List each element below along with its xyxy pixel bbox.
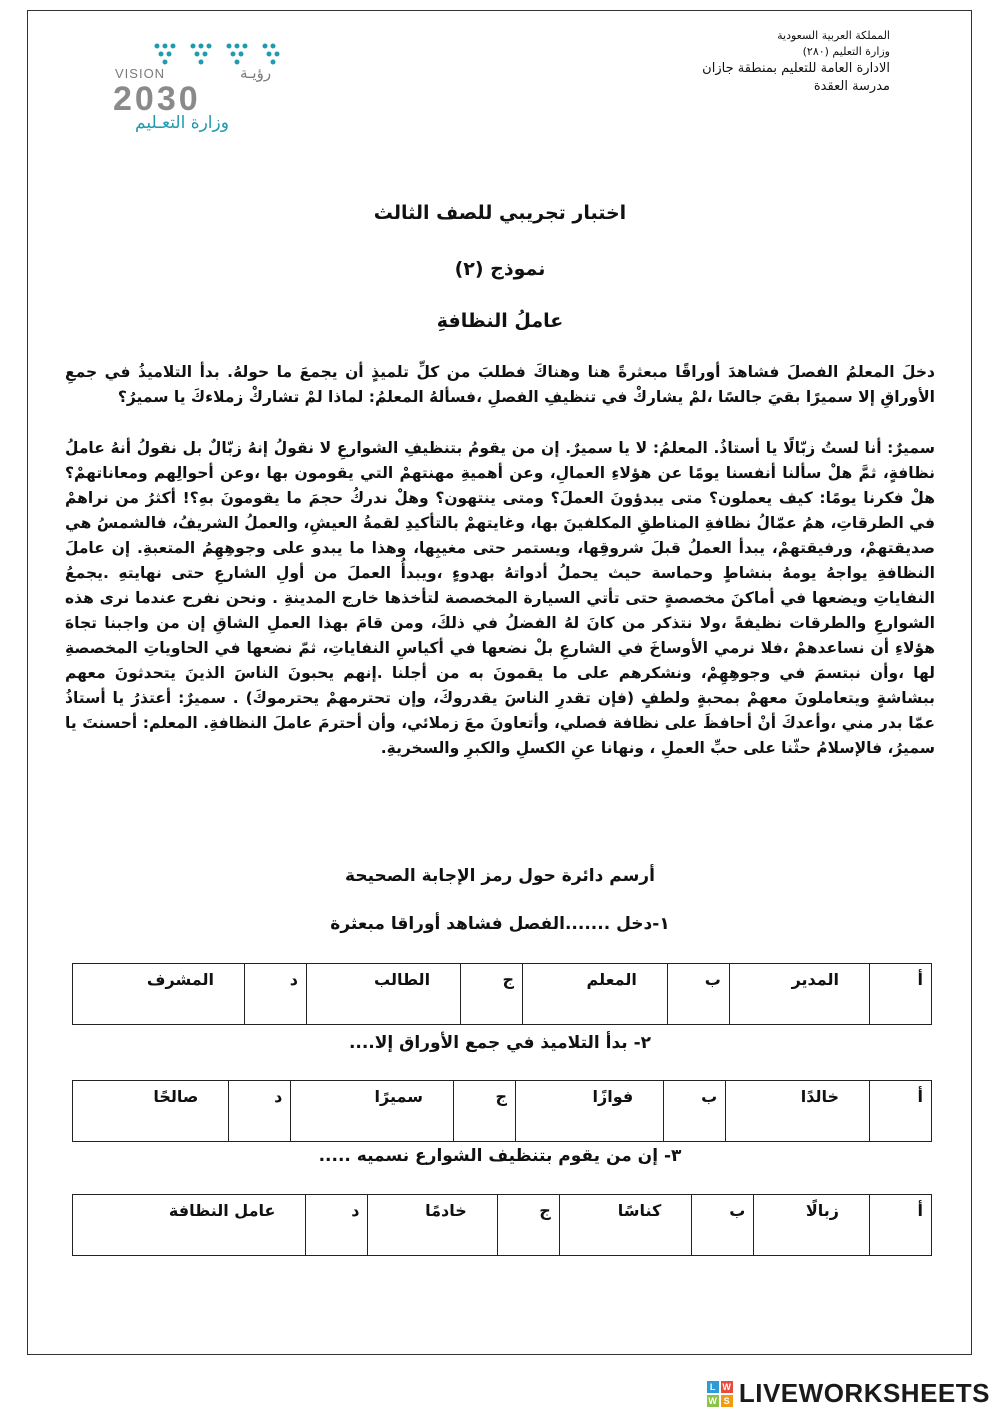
vision-2030-logo bbox=[105, 40, 305, 135]
instruction-text: أرسم دائرة حول رمز الإجابة الصحيحة bbox=[345, 866, 655, 886]
option-letter[interactable]: ب bbox=[667, 964, 729, 1025]
option-letter[interactable]: د bbox=[244, 964, 306, 1025]
question-2-options bbox=[72, 1080, 932, 1142]
question-3-options bbox=[72, 1194, 932, 1256]
exam-title: اختبار تجريبي للصف الثالث bbox=[373, 202, 627, 224]
logo-vision-text: VISION bbox=[115, 66, 166, 81]
option-answer[interactable]: المشرف bbox=[73, 964, 245, 1025]
option-answer[interactable]: كناسًا bbox=[559, 1195, 691, 1256]
option-answer[interactable]: صالحًا bbox=[73, 1081, 229, 1142]
question-1-options bbox=[72, 963, 932, 1025]
logo-ministry: وزارة التعـليم bbox=[135, 113, 229, 133]
liveworksheets-logo[interactable] bbox=[707, 1378, 990, 1409]
header-school: مدرسة العقدة bbox=[813, 79, 890, 94]
option-answer[interactable]: سميرًا bbox=[291, 1081, 454, 1142]
option-letter[interactable]: أ bbox=[870, 1195, 932, 1256]
question-1: ١-دخل .......الفصل فشاهد أوراقا مبعثرة bbox=[330, 914, 670, 934]
option-answer[interactable]: الطالب bbox=[306, 964, 460, 1025]
option-letter[interactable]: ب bbox=[692, 1195, 754, 1256]
header-ministry: وزارة التعليم (٢٨٠) bbox=[802, 45, 890, 58]
option-answer[interactable]: زبالًا bbox=[754, 1195, 870, 1256]
option-letter[interactable]: ب bbox=[664, 1081, 726, 1142]
option-letter[interactable]: أ bbox=[870, 1081, 932, 1142]
header-directorate: الادارة العامة للتعليم بمنطقة جازان bbox=[702, 61, 890, 76]
option-letter[interactable]: ج bbox=[497, 1195, 559, 1256]
passage-paragraph-2: سميرٌ: أنا لستُ زبّالًا يا أستاذُ. المعلمُ: لا يا سميرٌ. إن من يقومُ بتنظيفِ الشوارعِ لا نقولُ إنهُ زبّالٌ بل نقولُ أنهُ عاملُ نظافةٍ، ثمَّ هلْ سألنا أنفسنا يومًا عن هؤلاءِ العمالِ، وعن أهميةِ مهنتهمْ التي يقومون بها ،وعن أحوالِهم ومعاناتهمْ؟ هلْ فكرنا يومًا: كيف يعملون؟ متى يبدؤونَ العملَ؟ ومتى ينتهون؟ وهلْ ندركُ حجمَ ما يقومونَ بهِ؟! أكثرُ من نراهمْ في الطرقاتِ، همُ عمّالُ نظافةِ المناطقِ المكلفينَ بها، وغايتهمْ بالتأكيدِ لقمةُ العيشِ، والعملُ الشريفُ، فالشمسُ هي صديقتهمْ، ورفيقتهمْ، يبدأ العملُ قبلَ شروقِها، ويستمر حتى مغيبِها، وهذا ما يبدو على وجوهِهِمُ المتعبةِ. إن عاملَ النظافةِ يواجهُ يومهُ بنشاطٍ وحماسة حيث يحملُ أدواتهُ بهدوءٍ ،ويبدأُ العملَ من أولِ الشارعِ حتى نهايتهِ .يجمعُ النفاياتِ ويضعها في أماكنَ مخصصةٍ حتى تأتي السيارة المخصصة لتأخذها خارج المدينةِ . ونحن نفرح عندما نرى هذه الشوارعِ والطرقات نظيفةً ،ولا نتذكر من كانَ لهُ الفضلُ في ذلكَ، ومن قامَ بهذا العملِ الشاقِ إن من واجبنا تجاهَ هؤلاءِ أن نساعدهمْ ،فلا نرمي الأوساخَ في الشارعِ بلْ نضعها في أكياسِ النفاياتِ، ثمّ نضعها في الحاوياتِ المخصصةِ لها ،وأن نبتسمَ في وجوهِهِمْ، ونشكرهم على ما يقمونَ به من أجلنا .إنهم يحبونَ الناسَ الذينَ يتحدثونَ معهم ببشاشةٍ ويتعاملونَ معهمْ بمحبةٍ ولطفٍ (فإن تقدرِ الناسَ يقدروكَ، وإن تحترمهمْ يحترموكَ) . سميرٌ: أعتذرُ يا أستاذُ عمّا بدر مني ،وأعدكَ أنْ أحافظَ على نظافة فصلي، وأتعاونَ معَ زملائي، وأن أحترمَ عاملَ النظافةِ. المعلم: أحسنتَ يا سميرُ، فالإسلامُ حثّنا على حبِّ العملِ ، ونهانا عنِ الكسلِ والكبرِ والسخريةِ. bbox=[65, 439, 935, 757]
option-answer[interactable]: المدير bbox=[729, 964, 869, 1025]
header-country: المملكة العربية السعودية bbox=[777, 29, 890, 42]
school-header bbox=[630, 28, 890, 96]
option-letter[interactable]: أ bbox=[870, 964, 932, 1025]
story-title: عاملُ النظافةِ bbox=[436, 310, 564, 332]
option-answer[interactable]: فوازًا bbox=[515, 1081, 663, 1142]
option-letter[interactable]: د bbox=[306, 1195, 368, 1256]
option-answer[interactable]: المعلم bbox=[523, 964, 668, 1025]
question-3: ٣- إن من يقوم بتنظيف الشوارع نسميه ..... bbox=[318, 1146, 682, 1166]
passage-paragraph-1: دخلَ المعلمُ الفصلَ فشاهدَ أوراقًا مبعثرةً هنا وهناكَ فطلبَ من كلِّ تلميذٍ أن يجمعَ ما حولهُ. بدأ التلاميذُ في جمعِ الأوراقِ إلا سميرًا بقيَ جالسًا ،لمْ يشاركْ في تنظيفِ الفصلِ ،فسألهُ المعلمُ: لماذا لمْ تشاركْ زملاءكَ يا سميرُ؟ bbox=[65, 363, 935, 406]
option-answer[interactable]: خالدًا bbox=[726, 1081, 870, 1142]
question-2: ٢- بدأ التلاميذ في جمع الأوراق إلا.... bbox=[348, 1033, 652, 1053]
logo-year: 2030 bbox=[113, 80, 201, 118]
liveworksheets-wordmark: LIVEWORKSHEETS bbox=[738, 1378, 990, 1408]
option-answer[interactable]: عامل النظافة bbox=[73, 1195, 306, 1256]
option-letter[interactable]: ج bbox=[461, 964, 523, 1025]
option-letter[interactable]: د bbox=[229, 1081, 291, 1142]
model-number: نموذج (٢) bbox=[454, 258, 546, 280]
option-answer[interactable]: خادمًا bbox=[368, 1195, 497, 1256]
logo-vision-arabic: رؤيـة bbox=[240, 64, 272, 82]
logo-dots bbox=[155, 44, 280, 65]
liveworksheets-icon: L W W S bbox=[708, 1381, 732, 1406]
option-letter[interactable]: ج bbox=[453, 1081, 515, 1142]
